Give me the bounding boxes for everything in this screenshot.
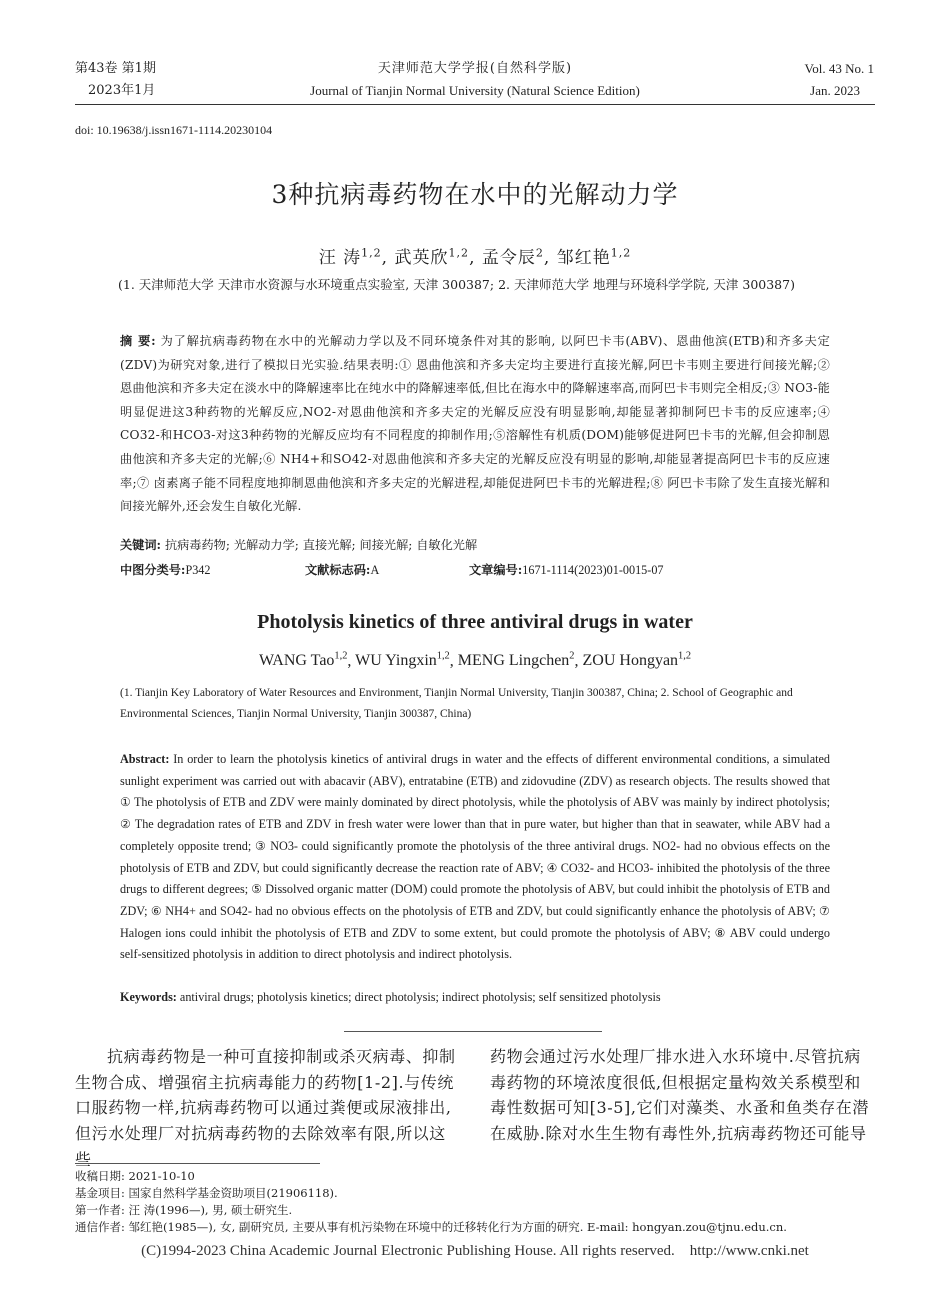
header-journal-en: Journal of Tianjin Normal University (Natural Science Edition) bbox=[310, 83, 640, 98]
keywords-en-text: antiviral drugs; photolysis kinetics; direct photolysis; indirect photolysis; self sensitized photolysis bbox=[179, 990, 661, 1004]
author-cn: 武英欣$^{1,2}$ bbox=[394, 246, 470, 268]
clc-number: 中图分类号:P342 bbox=[120, 563, 211, 577]
keywords-en-label: Keywords: bbox=[120, 990, 177, 1004]
author-cn: 孟令辰$^2$ bbox=[481, 246, 544, 268]
doc-code: 文献标志码:A bbox=[305, 563, 380, 577]
header-date-cn: 2023年1月 bbox=[88, 83, 156, 98]
body-column-right: 药物会通过污水处理厂排水进入水环境中.尽管抗病毒药物的环境浓度很低,但根据定量构效关系模型和毒性数据可知[3-5],它们对藻类、水蚤和鱼类存在潜在威胁.除对水生生物有毒性外,抗病毒药物还可能导 bbox=[490, 1047, 869, 1144]
footnote-funding: 基金项目: 国家自然科学基金资助项目(21906118). bbox=[75, 1186, 338, 1200]
footnotes bbox=[75, 1168, 875, 1236]
keywords-en bbox=[120, 990, 661, 1005]
body-column-left: 抗病毒药物是一种可直接抑制或杀灭病毒、抑制生物合成、增强宿主抗病毒能力的药物[1-2].与传统口服药物一样,抗病毒药物可以通过粪便或尿液排出,但污水处理厂对抗病毒药物的去除效率有限,所以这些 bbox=[75, 1047, 456, 1169]
article-number: 文章编号:1671-1114(2023)01-0015-07 bbox=[469, 563, 664, 577]
doi: doi: 10.19638/j.issn1671-1114.20230104 bbox=[75, 123, 273, 137]
abstract-cn-label: 摘 要: bbox=[120, 334, 156, 348]
author-en: WANG Tao$^{1,2}$ bbox=[258, 651, 348, 670]
footnote-first-author: 第一作者: 汪 涛(1996—), 男, 硕士研究生. bbox=[75, 1203, 293, 1217]
abstract-en bbox=[120, 749, 830, 966]
author-en: WU Yingxin$^{1,2}$ bbox=[355, 651, 450, 670]
header-rule bbox=[75, 104, 875, 105]
footnote-received: 收稿日期: 2021-10-10 bbox=[75, 1169, 195, 1183]
title-en: Photolysis kinetics of three antiviral drugs in water bbox=[257, 611, 693, 633]
affiliation-en: (1. Tianjin Key Laboratory of Water Resources and Environment, Tianjin Normal University, Tianjin 300387, China; 2. School of Geographic and Environmental Sciences, Tianjin Normal University, Tianjin 300387, China) bbox=[120, 687, 793, 720]
title-cn: 3种抗病毒药物在水中的光解动力学 bbox=[271, 180, 679, 209]
footnote-corresponding-author: 通信作者: 邹红艳(1985—), 女, 副研究员, 主要从事有机污染物在环境中的迁移转化行为方面的研究. E-mail: hongyan.zou@tjnu.edu.cn. bbox=[75, 1220, 787, 1234]
abstract-en-label: Abstract: bbox=[120, 752, 170, 766]
keywords-cn-label: 关键词: bbox=[120, 538, 162, 552]
author-en: ZOU Hongyan$^{1,2}$ bbox=[582, 651, 692, 670]
author-cn: 邹红艳$^{1,2}$ bbox=[556, 246, 632, 268]
section-separator bbox=[344, 1031, 602, 1032]
header-date-en: Jan. 2023 bbox=[810, 83, 860, 98]
footnote-rule bbox=[75, 1163, 320, 1164]
cnki-watermark: (C)1994-2023 China Academic Journal Electronic Publishing House. All rights reserved. http://www.cnki.net bbox=[141, 1243, 809, 1259]
header-journal-cn: 天津师范大学学报(自然科学版) bbox=[377, 61, 573, 76]
authors-en: WANG Tao$^{1,2}$, WU Yingxin$^{1,2}$, MENG Lingchen$^2$, ZOU Hongyan$^{1,2}$ bbox=[258, 651, 692, 670]
author-en: MENG Lingchen$^2$ bbox=[457, 651, 575, 670]
keywords-cn-text: 抗病毒药物; 光解动力学; 直接光解; 间接光解; 自敏化光解 bbox=[164, 538, 478, 552]
abstract-cn bbox=[120, 330, 830, 519]
author-cn: 汪 涛$^{1,2}$ bbox=[318, 246, 382, 268]
keywords-cn bbox=[120, 536, 477, 553]
header-volume-en: Vol. 43 No. 1 bbox=[804, 61, 874, 76]
header-volume-cn: 第43卷 第1期 bbox=[75, 61, 156, 76]
authors-cn: 汪 涛$^{1,2}$, 武英欣$^{1,2}$, 孟令辰$^2$, 邹红艳$^{1,2}$ bbox=[318, 246, 632, 268]
abstract-en-text: In order to learn the photolysis kinetics of antiviral drugs in water and the effects of different environmental conditions, a simulated sunlight experiment was carried out with abacavir (ABV), entratabine (ETB) and zidovudine (ZDV) as research objects. The results showed that ① The photolysis of ETB and ZDV were mainly dominated by direct photolysis, while the photolysis of ABV was mainly by indirect photolysis; ② The degradation rates of ETB and ZDV in fresh water were lower than that in pure water, but higher than that in seawater, while ABV had a completely opposite trend; ③ NO3- could significantly promote the photolysis of the three antiviral drugs. NO2- had no obvious effects on the photolysis of ETB and ZDV, but could significantly decrease the reaction rate of ABV; ④ CO32- and HCO3- inhibited the photolysis of the three drugs to different degrees; ⑤ Dissolved organic matter (DOM) could promote the photolysis of ABV, but could inhibit the photolysis of ETB and ZDV; ⑥ NH4+ and SO42- had no obvious effects on the photolysis of ETB and ZDV, but could significantly enhance the photolysis of ABV; ⑦ Halogen ions could inhibit the photolysis of ETB and ZDV to some extent, but could promote the photolysis of ABV; ⑧ ABV could undergo self-sensitized photolysis in addition to direct photolysis and indirect photolysis. bbox=[120, 752, 830, 962]
abstract-cn-text: 为了解抗病毒药物在水中的光解动力学以及不同环境条件对其的影响, 以阿巴卡韦(ABV)、恩曲他滨(ETB)和齐多夫定(ZDV)为研究对象,进行了模拟日光实验.结果表明:① 恩曲他滨和齐多夫定均主要进行直接光解,阿巴卡韦则主要进行间接光解;② 恩曲他滨和齐多夫定在淡水中的降解速率比在纯水中的降解速率低,但比在海水中的降解速率高,而阿巴卡韦则完全相反;③ NO3-能明显促进这3种药物的光解反应,NO2-对恩曲他滨和齐多夫定的光解反应没有明显影响,却能显著抑制阿巴卡韦的反应速率;④ CO32-和HCO3-对这3种药物的光解反应均有不同程度的抑制作用;⑤溶解性有机质(DOM)能够促进阿巴卡韦的光解,但会抑制恩曲他滨和齐多夫定的光解;⑥ NH4+和SO42-对恩曲他滨和齐多夫定的光解反应没有明显的影响,却能显著提高阿巴卡韦的反应速率;⑦ 卤素离子能不同程度地抑制恩曲他滨和齐多夫定的光解进程,却能促进阿巴卡韦的光解进程;⑧ 阿巴卡韦除了发生直接光解和间接光解外,还会发生自敏化光解. bbox=[120, 334, 830, 514]
affiliation-cn: (1. 天津师范大学 天津市水资源与水环境重点实验室, 天津 300387; 2. 天津师范大学 地理与环境科学学院, 天津 300387) bbox=[118, 277, 795, 292]
